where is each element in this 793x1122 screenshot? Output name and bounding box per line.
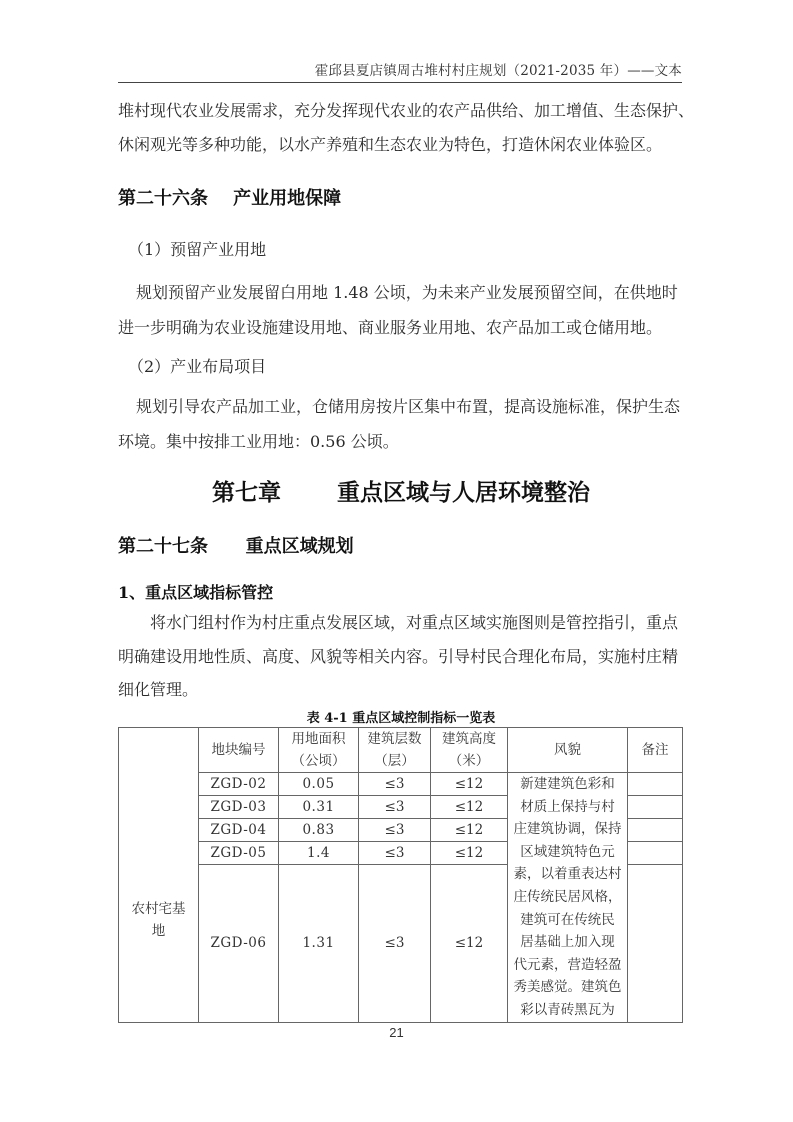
plot-id-cell: ZGD-04 — [199, 819, 279, 842]
category-line-1: 农村宅基 — [131, 900, 186, 917]
notes-cell — [628, 865, 683, 1022]
height-cell: ≤12 — [431, 819, 508, 842]
height-cell: ≤12 — [431, 842, 508, 865]
area-cell: 0.31 — [279, 796, 359, 819]
area-cell: 0.83 — [279, 819, 359, 842]
style-line: 代元素，营造轻盈 — [513, 956, 622, 973]
style-line: 新建建筑色彩和 — [520, 776, 615, 792]
floors-cell: ≤3 — [359, 842, 431, 865]
style-description-cell — [508, 773, 628, 1023]
area-cell: 1.31 — [279, 865, 359, 1022]
table-row — [119, 773, 683, 796]
item-2-line-1: 规划引导农产品加工业，仓储用房按片区集中布置，提高设施标准，保护生态 — [136, 397, 681, 416]
section-1-heading: 1、重点区域指标管控 — [118, 583, 274, 602]
section-1-line-2: 明确建设用地性质、高度、风貌等相关内容。引导村民合理化布局，实施村庄精 — [118, 647, 679, 666]
area-cell: 1.4 — [279, 842, 359, 865]
floors-cell: ≤3 — [359, 796, 431, 819]
category-line-2: 地 — [151, 922, 166, 939]
chapter-7-heading: 第七章 重点区域与人居环境整治 — [211, 480, 591, 506]
style-line: 区域建筑特色元 — [520, 843, 615, 860]
notes-cell — [628, 819, 683, 842]
notes-cell — [628, 796, 683, 819]
style-line: 材质上保持与村 — [520, 798, 615, 815]
notes-cell — [628, 842, 683, 865]
style-line: 庄建筑协调，保持 — [513, 821, 622, 838]
section-1-line-3: 细化管理。 — [118, 680, 199, 699]
item-1-title: （1）预留产业用地 — [128, 240, 267, 259]
height-cell: ≤12 — [431, 773, 508, 796]
plot-id-cell: ZGD-02 — [199, 773, 279, 796]
article-27-heading: 第二十七条 重点区域规划 — [118, 536, 354, 557]
page-number: 21 — [389, 1025, 404, 1040]
header-floors-line-2: （层） — [374, 753, 415, 769]
floors-cell: ≤3 — [359, 865, 431, 1022]
header-height-line-2: （米） — [448, 753, 490, 769]
header-title: 霍邱县夏店镇周古堆村村庄规划（2021-2035 年）——文本 — [314, 63, 682, 79]
style-line: 居基础上加入现 — [520, 934, 615, 951]
style-line: 秀美感觉。建筑色 — [513, 979, 622, 996]
style-line: 彩以青砖黑瓦为 — [520, 1001, 615, 1018]
header-notes: 备注 — [628, 728, 683, 773]
category-cell — [119, 728, 199, 1023]
area-cell: 0.05 — [279, 773, 359, 796]
height-cell: ≤12 — [431, 865, 508, 1022]
plot-id-cell: ZGD-05 — [199, 842, 279, 865]
table-caption: 表 4-1 重点区域控制指标一览表 — [306, 711, 496, 726]
table-header-row — [119, 728, 683, 773]
plot-id-cell: ZGD-06 — [199, 865, 279, 1022]
item-2-line-2: 环境。集中按排工业用地：0.56 公顷。 — [118, 432, 399, 451]
height-cell: ≤12 — [431, 796, 508, 819]
notes-cell — [628, 773, 683, 796]
style-line: 建筑可在传统民 — [520, 911, 615, 928]
item-1-line-2: 进一步明确为农业设施建设用地、商业服务业用地、农产品加工或仓储用地。 — [118, 318, 663, 337]
header-area-line-1: 用地面积 — [291, 731, 346, 747]
header-height — [431, 728, 508, 773]
header-style: 风貌 — [508, 728, 628, 773]
control-index-table — [118, 727, 683, 1023]
style-line: 庄传统民居风格， — [513, 888, 622, 905]
header-plot-id: 地块编号 — [199, 728, 279, 773]
header-area-line-2: （公顷） — [291, 753, 346, 769]
item-2-title: （2）产业布局项目 — [128, 357, 267, 376]
running-header — [118, 60, 682, 83]
article-26-heading: 第二十六条 产业用地保障 — [118, 188, 342, 209]
floors-cell: ≤3 — [359, 773, 431, 796]
intro-line-1: 堆村现代农业发展需求，充分发挥现代农业的农产品供给、加工增值、生态保护、 — [118, 101, 695, 120]
intro-line-2: 休闲观光等多种功能，以水产养殖和生态农业为特色，打造休闲农业体验区。 — [118, 135, 663, 154]
plot-id-cell: ZGD-03 — [199, 796, 279, 819]
item-1-line-1: 规划预留产业发展留白用地 1.48 公顷，为未来产业发展预留空间，在供地时 — [136, 283, 678, 302]
floors-cell: ≤3 — [359, 819, 431, 842]
header-floors-line-1: 建筑层数 — [367, 731, 422, 747]
header-area — [279, 728, 359, 773]
header-floors — [359, 728, 431, 773]
header-height-line-1: 建筑高度 — [442, 731, 496, 747]
style-line: 素，以着重表达村 — [513, 866, 622, 883]
section-1-line-1: 将水门组村作为村庄重点发展区域，对重点区域实施图则是管控指引，重点 — [150, 613, 679, 632]
